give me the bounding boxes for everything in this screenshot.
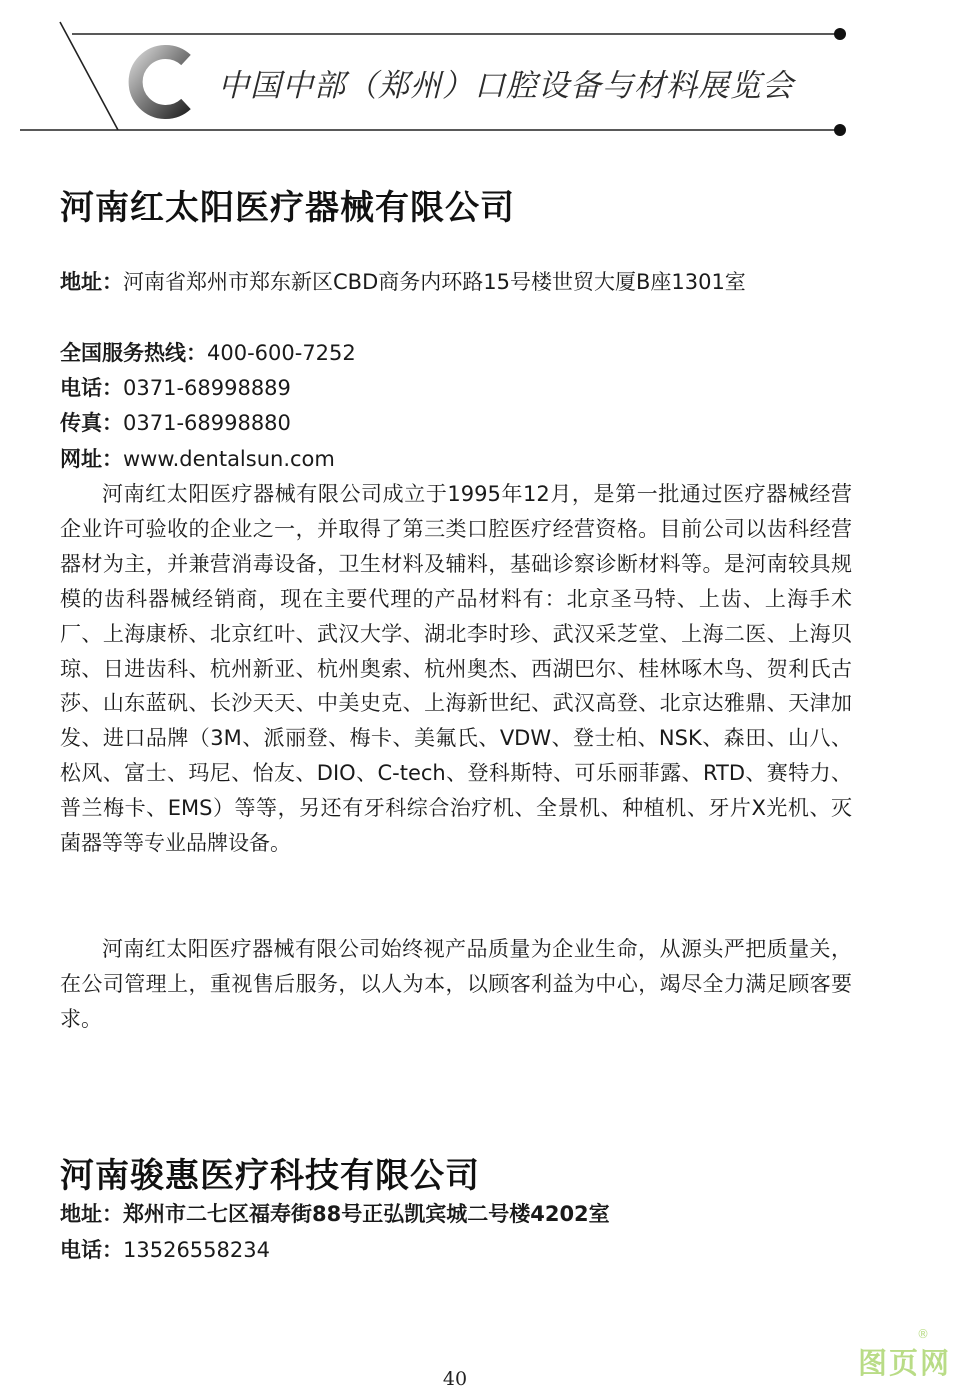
company1-phone-label: 电话：: [60, 376, 123, 400]
header-title: 中国中部（郑州）口腔设备与材料展览会: [218, 68, 794, 104]
company2-address-label: 地址：: [60, 1202, 123, 1226]
company1-address-label: 地址：: [60, 270, 123, 294]
company1-phone-value: 0371-68998889: [123, 376, 291, 400]
company1-website: [60, 441, 335, 477]
company1-fax: [60, 405, 291, 441]
company2-phone-label: 电话：: [60, 1238, 123, 1262]
watermark-registered-mark: ®: [917, 1327, 929, 1341]
company1-phone: [60, 370, 291, 406]
company1-address: [60, 264, 852, 300]
company1-website-value[interactable]: www.dentalsun.com: [123, 447, 335, 471]
company2-phone: [60, 1232, 270, 1268]
company1-hotline: [60, 335, 356, 371]
company1-paragraph-2: 河南红太阳医疗器械有限公司始终视产品质量为企业生命，从源头严把质量关，在公司管理上，重视售后服务，以人为本，以顾客利益为中心，竭尽全力满足顾客要求。: [60, 937, 852, 1031]
header-diagonal-line: [60, 22, 118, 130]
header-top-dot: [834, 28, 846, 40]
page-number: 40: [442, 1368, 468, 1390]
company2-address: [60, 1196, 610, 1232]
watermark-logo: 图页网: [858, 1346, 952, 1380]
company2-address-value: 郑州市二七区福寿街88号正弘凯宾城二号楼4202室: [123, 1202, 610, 1226]
c-logo-icon: [136, 52, 186, 112]
header-bottom-dot: [834, 124, 846, 136]
company1-fax-value: 0371-68998880: [123, 411, 291, 435]
company1-paragraph-1: 河南红太阳医疗器械有限公司成立于1995年12月，是第一批通过医疗器械经营企业许可验收的企业之一，并取得了第三类口腔医疗经营资格。目前公司以齿科经营器材为主，并兼营消毒设备，卫生材料及辅料，基础诊察诊断材料等。是河南较具规模的齿科器械经销商，现在主要代理的产品材料有：北京圣马特、上齿、上海手术厂、上海康桥、北京红叶、武汉大学、湖北李时珍、武汉采芝堂、上海二医、上海贝琼、日进齿科、杭州新亚、杭州奥索、杭州奥杰、西湖巴尔、桂林啄木鸟、贺利氏古莎、山东蓝矾、长沙天天、中美史克、上海新世纪、武汉高登、北京达雅鼎、天津加发、进口品牌（3M、派丽登、梅卡、美氟氏、VDW、登士柏、NSK、森田、山八、松风、富士、玛尼、怡友、DIO、C-tech、登科斯特、可乐丽菲露、RTD、赛特力、普兰梅卡、EMS）等等，另还有牙科综合治疗机、全景机、种植机、牙片X光机、灭菌器等等专业品牌设备。: [60, 482, 852, 856]
company1-fax-label: 传真：: [60, 411, 123, 435]
company1-address-value: 河南省郑州市郑东新区CBD商务内环路15号楼世贸大厦B座1301室: [123, 270, 746, 294]
company2-phone-value: 13526558234: [123, 1238, 270, 1262]
company1-hotline-label: 全国服务热线：: [60, 341, 207, 365]
company2-name: 河南骏惠医疗科技有限公司: [60, 1156, 480, 1196]
company1-hotline-value: 400-600-7252: [207, 341, 356, 365]
company1-name: 河南红太阳医疗器械有限公司: [60, 188, 515, 228]
company1-website-label: 网址：: [60, 447, 123, 471]
page-header: [0, 0, 980, 140]
